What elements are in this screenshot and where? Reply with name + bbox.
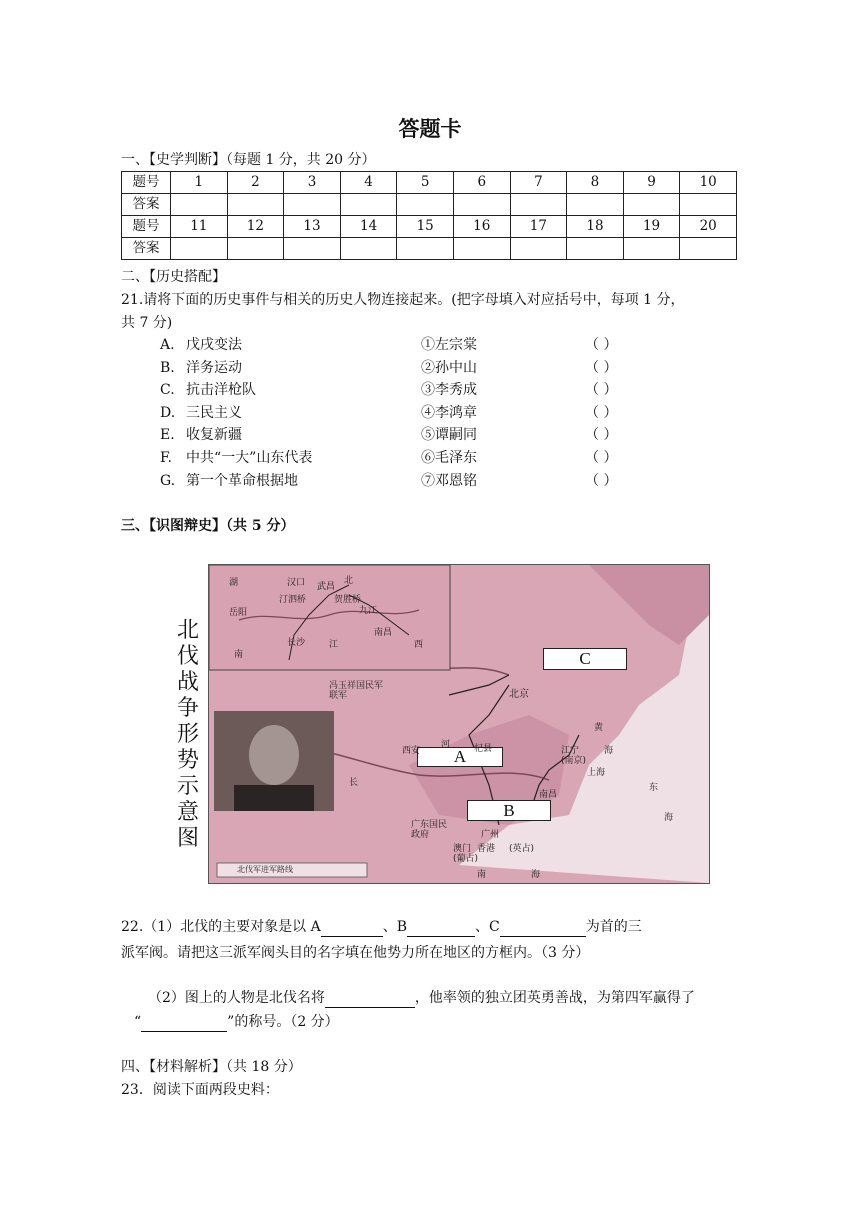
question-number: 5 [397, 172, 454, 194]
section3-heading: 三、【识图辩史】（共 5 分） [121, 518, 295, 534]
map-graphic [209, 565, 709, 883]
map-label: 湖 [229, 578, 239, 588]
answer-parentheses[interactable]: （ ） [585, 472, 618, 489]
question-21-text: 21.请将下面的历史事件与相关的历史人物连接起来。(把字母填入对应括号中，每项 1 分， [121, 292, 685, 308]
event-name: 中共“一大”山东代表 [186, 450, 313, 466]
map-label: 江宁 [561, 746, 580, 756]
event-name: 三民主义 [186, 404, 242, 421]
map-label: 香港 [477, 844, 496, 854]
map-label: 南 [234, 650, 244, 660]
answer-cell[interactable] [680, 194, 737, 216]
map-label: 长沙 [287, 638, 306, 648]
map-label: 岳阳 [229, 608, 248, 618]
answer-parentheses[interactable]: （ ） [585, 450, 618, 466]
map-label: 南昌 [539, 790, 558, 800]
q22-2-text: （2）图上的人物是北伐名将 [148, 990, 325, 1006]
event-letter: F. [160, 450, 172, 466]
q22-1-sep2: 、C [475, 919, 500, 935]
map-label: 江 [329, 640, 339, 650]
q22-2-text-b: ，他率领的独立团英勇善战，为第四军赢得了 [414, 990, 695, 1006]
q22-1-text: 22.（1）北伐的主要对象是以 A [121, 919, 321, 935]
answer-cell[interactable] [567, 238, 624, 260]
event-letter: E. [160, 427, 175, 444]
question-number: 14 [340, 216, 397, 238]
row-label-answer: 答案 [122, 238, 171, 260]
question-number: 10 [680, 172, 737, 194]
answer-cell[interactable] [340, 194, 397, 216]
map-label: 九江 [359, 606, 378, 616]
answer-cell[interactable] [623, 238, 680, 260]
q22-2-quote-open: “ [134, 1014, 142, 1030]
event-letter: D. [160, 404, 176, 421]
map-label: 冯玉祥国民军联军 [329, 681, 384, 701]
map-label: 南 [477, 870, 487, 880]
map-label: 海 [604, 746, 614, 756]
q22-1-sep1: 、B [382, 919, 408, 935]
event-name: 收复新疆 [186, 427, 242, 444]
map-box-a[interactable]: A [417, 747, 503, 767]
answer-cell[interactable] [284, 238, 341, 260]
row-label-number: 题号 [122, 216, 171, 238]
question-22-1 [121, 917, 642, 937]
map-label: 北京 [509, 689, 529, 700]
map-label: 汉口 [287, 578, 306, 588]
question-number: 19 [623, 216, 680, 238]
answer-blank-general[interactable] [325, 992, 415, 1008]
map-title: 北伐战争形势示意图 [176, 618, 199, 851]
answer-cell[interactable] [340, 238, 397, 260]
answer-parentheses[interactable]: （ ） [585, 404, 618, 421]
question-21-text-2: 共 7 分) [121, 315, 173, 331]
table-row [122, 216, 737, 238]
answer-parentheses[interactable]: （ ） [585, 337, 618, 353]
answer-parentheses[interactable]: （ ） [585, 359, 618, 376]
question-number: 7 [510, 172, 567, 194]
table-row [122, 194, 737, 216]
q22-1-tail: 为首的三 [585, 919, 642, 935]
map-label: 杞县 [474, 744, 493, 754]
answer-cell[interactable] [171, 194, 228, 216]
map-label: 汀泗桥 [279, 595, 307, 605]
map-label: 澳门 [453, 844, 472, 854]
section2-heading: 二、【历史搭配】 [121, 269, 226, 285]
question-number: 9 [623, 172, 680, 194]
event-letter: G. [160, 472, 176, 489]
question-number: 18 [567, 216, 624, 238]
table-row [122, 238, 737, 260]
map-label: 黄 [594, 723, 604, 733]
person-name: ④李鸿章 [421, 404, 477, 421]
answer-cell[interactable] [284, 194, 341, 216]
q22-2-quote-close: ”的称号。（2 分） [227, 1014, 339, 1030]
northern-expedition-map [208, 564, 710, 884]
question-number: 11 [171, 216, 228, 238]
answer-parentheses[interactable]: （ ） [585, 427, 618, 444]
person-name: ②孙中山 [421, 359, 477, 376]
answer-blank-title[interactable] [141, 1016, 227, 1032]
map-label: 广东国民 [411, 820, 448, 830]
map-label: 东 [649, 783, 659, 793]
answer-cell[interactable] [510, 194, 567, 216]
map-label: 北 [344, 576, 354, 586]
event-letter: B. [160, 359, 175, 376]
question-number: 8 [567, 172, 624, 194]
event-name: 洋务运动 [186, 359, 242, 376]
map-label: 河 [441, 740, 451, 750]
page-title: 答题卡 [398, 116, 462, 141]
event-name: 第一个革命根据地 [186, 472, 298, 489]
answer-cell[interactable] [680, 238, 737, 260]
person-name: ⑤谭嗣同 [421, 427, 477, 444]
question-number: 6 [453, 172, 510, 194]
answer-cell[interactable] [510, 238, 567, 260]
answer-cell[interactable] [397, 238, 454, 260]
answer-cell[interactable] [227, 238, 284, 260]
question-number: 1 [171, 172, 228, 194]
map-box-b[interactable]: B [467, 800, 551, 821]
question-number: 3 [284, 172, 341, 194]
question-number: 17 [510, 216, 567, 238]
question-23: 23．阅读下面两段史料： [121, 1082, 279, 1098]
map-label: 南昌 [374, 628, 393, 638]
question-22-1-line2: 派军阀。请把这三派军阀头目的名字填在他势力所在地区的方框内。（3 分） [121, 945, 590, 961]
row-label-number: 题号 [122, 172, 171, 194]
map-label: 贺胜桥 [334, 595, 362, 605]
person-name: ③李秀成 [421, 382, 477, 399]
person-name: ⑦邓恩铭 [421, 472, 477, 489]
question-number: 13 [284, 216, 341, 238]
event-name: 抗击洋枪队 [186, 382, 256, 399]
answer-table [121, 171, 737, 260]
map-label: (南京) [561, 756, 587, 766]
answer-cell[interactable] [397, 194, 454, 216]
map-box-c[interactable]: C [543, 648, 627, 670]
table-row [122, 172, 737, 194]
event-letter: A. [160, 337, 175, 353]
question-number: 4 [340, 172, 397, 194]
answer-cell[interactable] [227, 194, 284, 216]
map-label: 广州 [481, 830, 500, 840]
question-number: 16 [453, 216, 510, 238]
answer-blank-a[interactable] [321, 921, 383, 937]
answer-cell[interactable] [453, 194, 510, 216]
section4-heading: 四、【材料解析】（共 18 分） [121, 1059, 302, 1075]
map-label: 西 [414, 640, 424, 650]
map-label: 上海 [587, 768, 606, 778]
map-label: (葡占) [453, 854, 479, 864]
event-letter: C. [160, 382, 175, 399]
question-number: 15 [397, 216, 454, 238]
section1-heading: 一、【史学判断】（每题 1 分，共 20 分） [121, 152, 376, 168]
answer-parentheses[interactable]: （ ） [585, 382, 618, 399]
map-label: 政府 [411, 830, 430, 840]
person-name: ⑥毛泽东 [421, 450, 477, 466]
question-number: 2 [227, 172, 284, 194]
map-label: 海 [664, 813, 674, 823]
map-label: 长 [349, 778, 359, 788]
answer-blank-b[interactable] [407, 921, 475, 937]
answer-blank-c[interactable] [500, 921, 586, 937]
person-name: ①左宗棠 [421, 337, 477, 353]
map-legend: 北伐军进军路线 [237, 865, 293, 874]
answer-cell[interactable] [623, 194, 680, 216]
question-number: 12 [227, 216, 284, 238]
question-22-2-line2 [134, 1012, 339, 1032]
row-label-answer: 答案 [122, 194, 171, 216]
answer-cell[interactable] [453, 238, 510, 260]
event-name: 戊戌变法 [186, 337, 242, 353]
answer-cell[interactable] [567, 194, 624, 216]
map-label: 西安 [402, 746, 421, 756]
question-22-2 [148, 988, 695, 1008]
answer-cell[interactable] [171, 238, 228, 260]
map-label: 武昌 [317, 582, 336, 592]
map-label: 海 [531, 870, 541, 880]
question-number: 20 [680, 216, 737, 238]
map-label: (英占) [509, 844, 535, 854]
